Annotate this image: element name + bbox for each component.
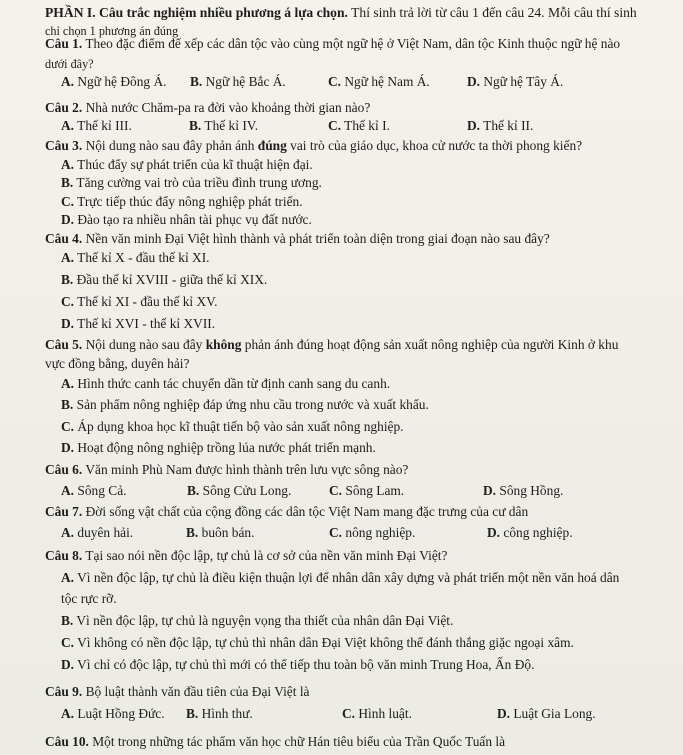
- question-5-stem-cont: vực đồng bằng, duyên hải?: [45, 356, 190, 371]
- q6-option-d: D. Sông Hồng.: [483, 483, 564, 498]
- question-5-stem: Câu 5. Nội dung nào sau đây không phản ánh đúng hoạt động sản xuất nông nghiệp của người Kinh ở khu: [45, 337, 619, 352]
- section-instruction: Thí sinh trả lời từ câu 1 đến câu 24. Mỗi câu thí sinh: [347, 5, 637, 20]
- q8-option-d: D. Vì chỉ có độc lập, tự chủ thì mới có thể tiếp thu toàn bộ văn minh Trung Hoa, Ấn Độ.: [61, 657, 535, 672]
- q6-option-a: A. Sông Cả.: [61, 483, 127, 498]
- q3-option-b: B. Tăng cường vai trò của triều đình trung ương.: [61, 175, 322, 190]
- q6-option-b: B. Sông Cửu Long.: [187, 483, 292, 498]
- section-header-line-1: [45, 5, 637, 21]
- q1-option-b: B. Ngữ hệ Bắc Á.: [190, 74, 286, 89]
- q7-option-c: C. nông nghiệp.: [329, 525, 416, 540]
- q8-option-a-cont: tộc rực rỡ.: [61, 591, 117, 606]
- question-1-stem: Câu 1. Theo đặc điểm để xếp các dân tộc vào cùng một ngữ hệ ở Việt Nam, dân tộc Kinh thuộc ngữ hệ nào: [45, 36, 621, 51]
- q2-option-c: C. Thế kỉ I.: [328, 118, 390, 133]
- question-2-stem: Câu 2. Nhà nước Chăm-pa ra đời vào khoảng thời gian nào?: [45, 100, 371, 115]
- q1-option-a: A. Ngữ hệ Đông Á.: [61, 74, 167, 89]
- question-8-stem: Câu 8. Tại sao nói nền độc lập, tự chủ là cơ sở của nền văn minh Đại Việt?: [45, 548, 448, 563]
- question-1-stem-cont: dưới đây?: [45, 57, 94, 71]
- question-9-stem: Câu 9. Bộ luật thành văn đầu tiên của Đại Việt là: [45, 684, 310, 699]
- q3-option-c: C. Trực tiếp thúc đẩy nông nghiệp phát triển.: [61, 194, 303, 209]
- question-7-stem: Câu 7. Đời sống vật chất của cộng đồng các dân tộc Việt Nam mang đặc trưng của cư dân: [45, 504, 529, 519]
- q8-option-a: A. Vì nền độc lập, tự chủ là điều kiện thuận lợi để nhân dân xây dựng và phát triển một nền văn hoá dân: [61, 570, 620, 585]
- q8-option-c: C. Vì không có nền độc lập, tự chủ thì nhân dân Đại Việt không thể đánh thắng giặc ngoại xâm.: [61, 635, 574, 650]
- question-4-stem: Câu 4. Nền văn minh Đại Việt hình thành và phát triển toàn diện trong giai đoạn nào sau đây?: [45, 231, 550, 246]
- q4-option-c: C. Thế kỉ XI - đầu thế kỉ XV.: [61, 294, 218, 309]
- q5-option-c: C. Áp dụng khoa học kĩ thuật tiến bộ vào sản xuất nông nghiệp.: [61, 419, 404, 434]
- q7-option-b: B. buôn bán.: [186, 525, 255, 540]
- q2-option-b: B. Thế kỉ IV.: [189, 118, 259, 133]
- q2-option-a: A. Thế kỉ III.: [61, 118, 132, 133]
- q8-option-b: B. Vì nền độc lập, tự chủ là nguyện vọng tha thiết của nhân dân Đại Việt.: [61, 613, 454, 628]
- q9-option-c: C. Hình luật.: [342, 706, 412, 721]
- q1-option-c: C. Ngữ hệ Nam Á.: [328, 74, 430, 89]
- section-header-line-2: chỉ chọn 1 phương án đúng: [45, 24, 179, 38]
- q3-option-a: A. Thúc đẩy sự phát triển của kĩ thuật hiện đại.: [61, 157, 313, 172]
- q9-option-d: D. Luật Gia Long.: [497, 706, 596, 721]
- q9-option-b: B. Hình thư.: [186, 706, 253, 721]
- q5-option-d: D. Hoạt động nông nghiệp trồng lúa nước phát triển mạnh.: [61, 440, 376, 455]
- question-10-stem: Câu 10. Một trong những tác phẩm văn học chữ Hán tiêu biểu của Trần Quốc Tuấn là: [45, 734, 506, 749]
- question-6-stem: Câu 6. Văn minh Phù Nam được hình thành trên lưu vực sông nào?: [45, 462, 409, 477]
- q6-option-c: C. Sông Lam.: [329, 483, 405, 498]
- question-3-stem: Câu 3. Nội dung nào sau đây phản ánh đúng vai trò của giáo dục, khoa cử nước ta thời phong kiến?: [45, 138, 583, 153]
- q2-option-d: D. Thế kỉ II.: [467, 118, 534, 133]
- q4-option-a: A. Thế kỉ X - đầu thế kỉ XI.: [61, 250, 210, 265]
- q9-option-a: A. Luật Hồng Đức.: [61, 706, 165, 721]
- q3-option-d: D. Đào tạo ra nhiều nhân tài phục vụ đất nước.: [61, 212, 312, 227]
- q7-option-a: A. duyên hải.: [61, 525, 134, 540]
- q4-option-b: B. Đầu thế kỉ XVIII - giữa thế kỉ XIX.: [61, 272, 268, 287]
- q1-option-d: D. Ngữ hệ Tây Á.: [467, 74, 564, 89]
- section-title: PHẦN I. Câu trắc nghiệm nhiều phương á lựa chọn.: [45, 5, 348, 20]
- q4-option-d: D. Thế kỉ XVI - thế kỉ XVII.: [61, 316, 216, 331]
- q5-option-b: B. Sản phẩm nông nghiệp đáp ứng nhu cầu trong nước và xuất khẩu.: [61, 397, 429, 412]
- q7-option-d: D. công nghiệp.: [487, 525, 573, 540]
- q5-option-a: A. Hình thức canh tác chuyển dần từ định canh sang du canh.: [61, 376, 391, 391]
